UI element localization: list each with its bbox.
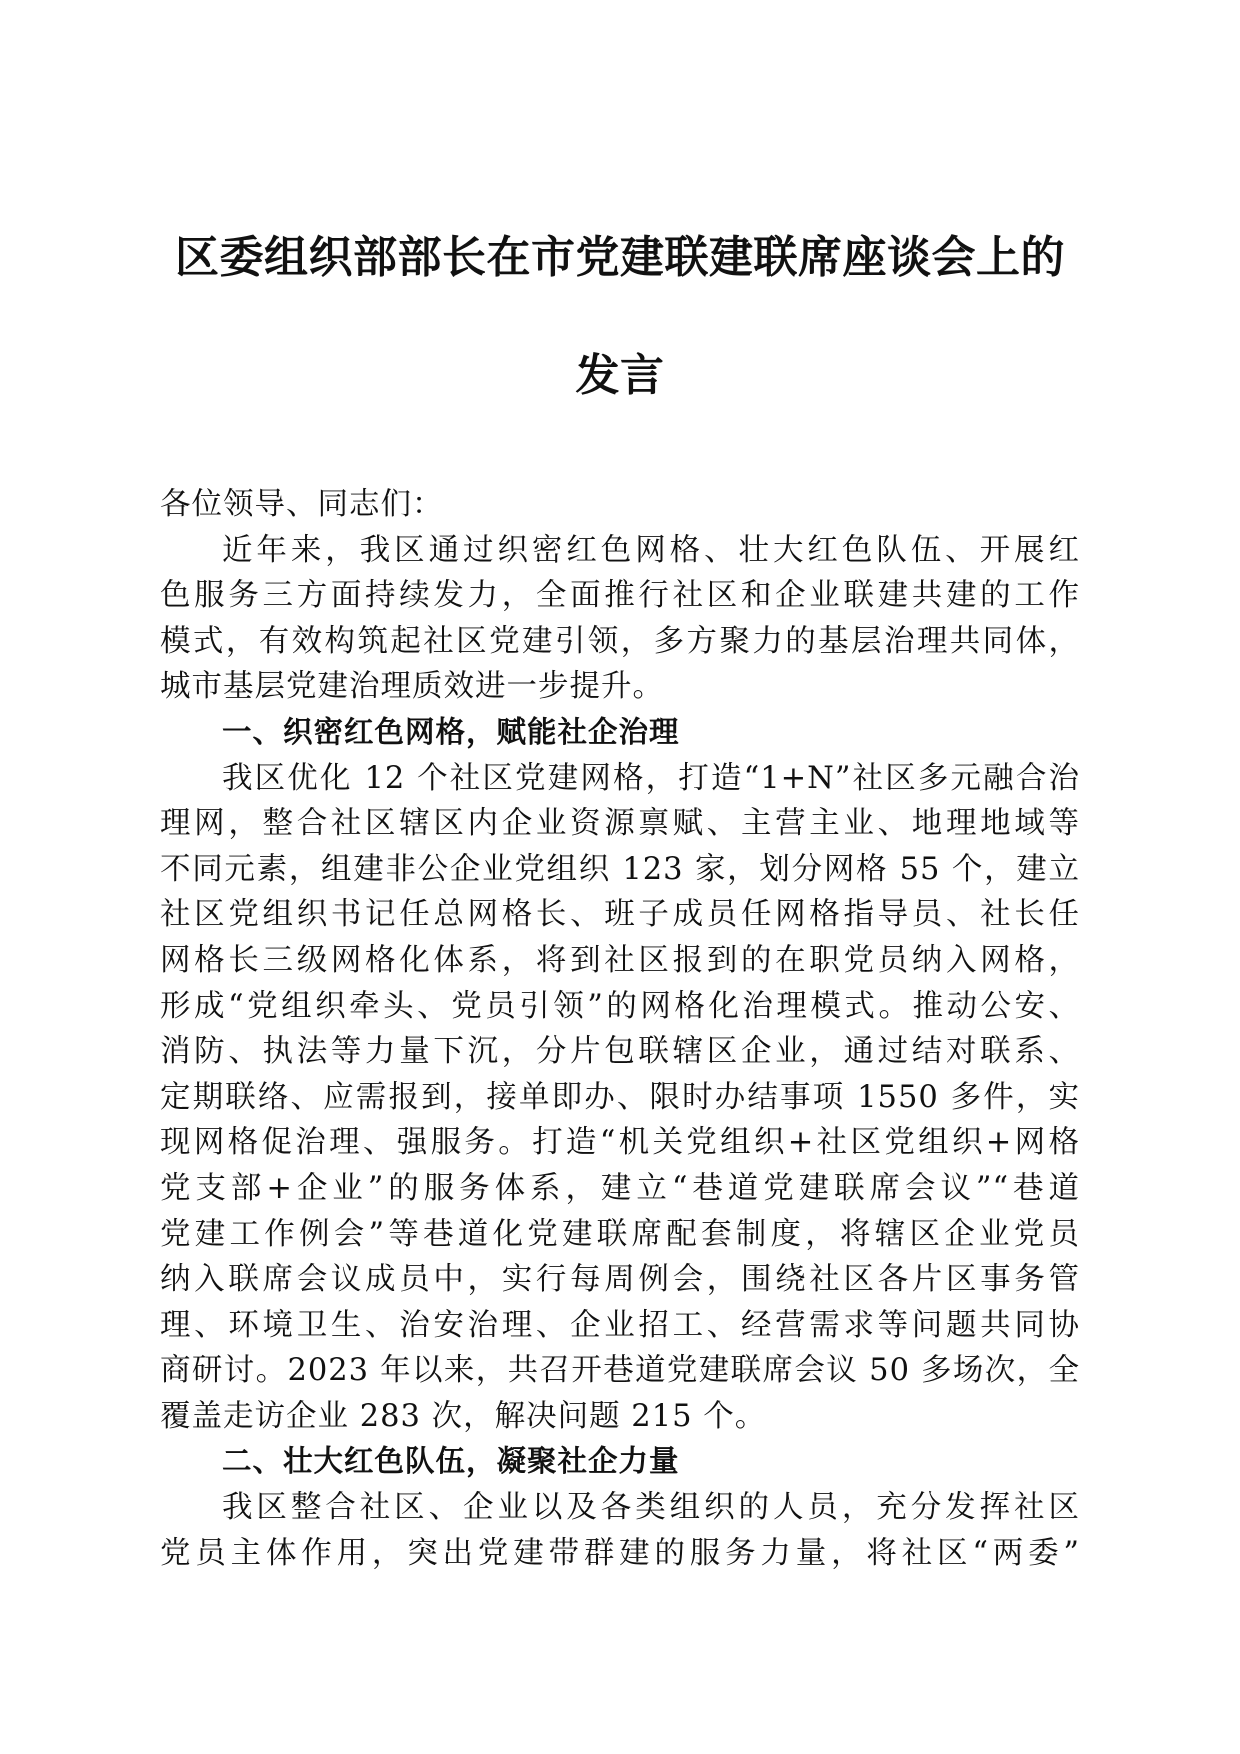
paragraph-line: 社区党组织书记任总网格长、班子成员任网格指导员、社长任 xyxy=(160,897,1080,933)
paragraph-line: 色服务三方面持续发力，全面推行社区和企业联建共建的工作 xyxy=(160,578,1080,614)
section-heading-1: 一、织密红色网格，赋能社企治理 xyxy=(222,714,680,749)
paragraph-line: 消防、执法等力量下沉，分片包联辖区企业，通过结对联系、 xyxy=(160,1034,1080,1070)
paragraph-line: 党建工作例会”等巷道化党建联席配套制度，将辖区企业党员 xyxy=(160,1216,1080,1252)
paragraph-line: 覆盖走访企业 283 次，解决问题 215 个。 xyxy=(160,1398,767,1434)
paragraph-section-1 xyxy=(160,756,1080,1440)
paragraph-line: 定期联络、应需报到，接单即办、限时办结事项 1550 多件，实 xyxy=(160,1079,1080,1115)
paragraph-line: 城市基层党建治理质效进一步提升。 xyxy=(160,669,664,705)
paragraph-line: 党员主体作用，突出党建带群建的服务力量，将社区“两委” xyxy=(160,1535,1080,1571)
document-title-line-1: 区委组织部部长在市党建联建联席座谈会上的 xyxy=(175,232,1065,283)
paragraph-line: 我区整合社区、企业以及各类组织的人员，充分发挥社区 xyxy=(222,1490,1080,1526)
paragraph-line: 现网格促治理、强服务。打造“机关党组织+社区党组织+网格 xyxy=(160,1125,1080,1161)
paragraph-line: 模式，有效构筑起社区党建引领，多方聚力的基层治理共同体， xyxy=(160,623,1080,659)
paragraph-line: 我区优化 12 个社区党建网格，打造“1+N”社区多元融合治 xyxy=(222,760,1080,796)
paragraph-section-2 xyxy=(160,1485,1080,1576)
paragraph-line: 形成“党组织牵头、党员引领”的网格化治理模式。推动公安、 xyxy=(160,988,1080,1024)
paragraph-line: 理网，整合社区辖区内企业资源禀赋、主营主业、地理地域等 xyxy=(160,806,1080,842)
paragraph-line: 纳入联席会议成员中，实行每周例会，围绕社区各片区事务管 xyxy=(160,1262,1080,1298)
paragraph-line: 理、环境卫生、治安治理、企业招工、经营需求等问题共同协 xyxy=(160,1307,1080,1343)
document-title-line-2: 发言 xyxy=(575,350,665,401)
salutation: 各位领导、同志们： xyxy=(160,487,444,522)
section-heading-2: 二、壮大红色队伍，凝聚社企力量 xyxy=(222,1444,680,1479)
paragraph-line: 党支部+企业”的服务体系，建立“巷道党建联席会议”“巷道 xyxy=(160,1170,1080,1206)
paragraph-intro xyxy=(160,528,1080,710)
paragraph-line: 近年来，我区通过织密红色网格、壮大红色队伍、开展红 xyxy=(222,532,1080,568)
paragraph-line: 网格长三级网格化体系，将到社区报到的在职党员纳入网格， xyxy=(160,942,1080,978)
document-body xyxy=(160,482,1080,1576)
paragraph-line: 不同元素，组建非公企业党组织 123 家，划分网格 55 个，建立 xyxy=(160,851,1080,887)
paragraph-line: 商研讨。2023 年以来，共召开巷道党建联席会议 50 多场次，全 xyxy=(160,1353,1080,1389)
